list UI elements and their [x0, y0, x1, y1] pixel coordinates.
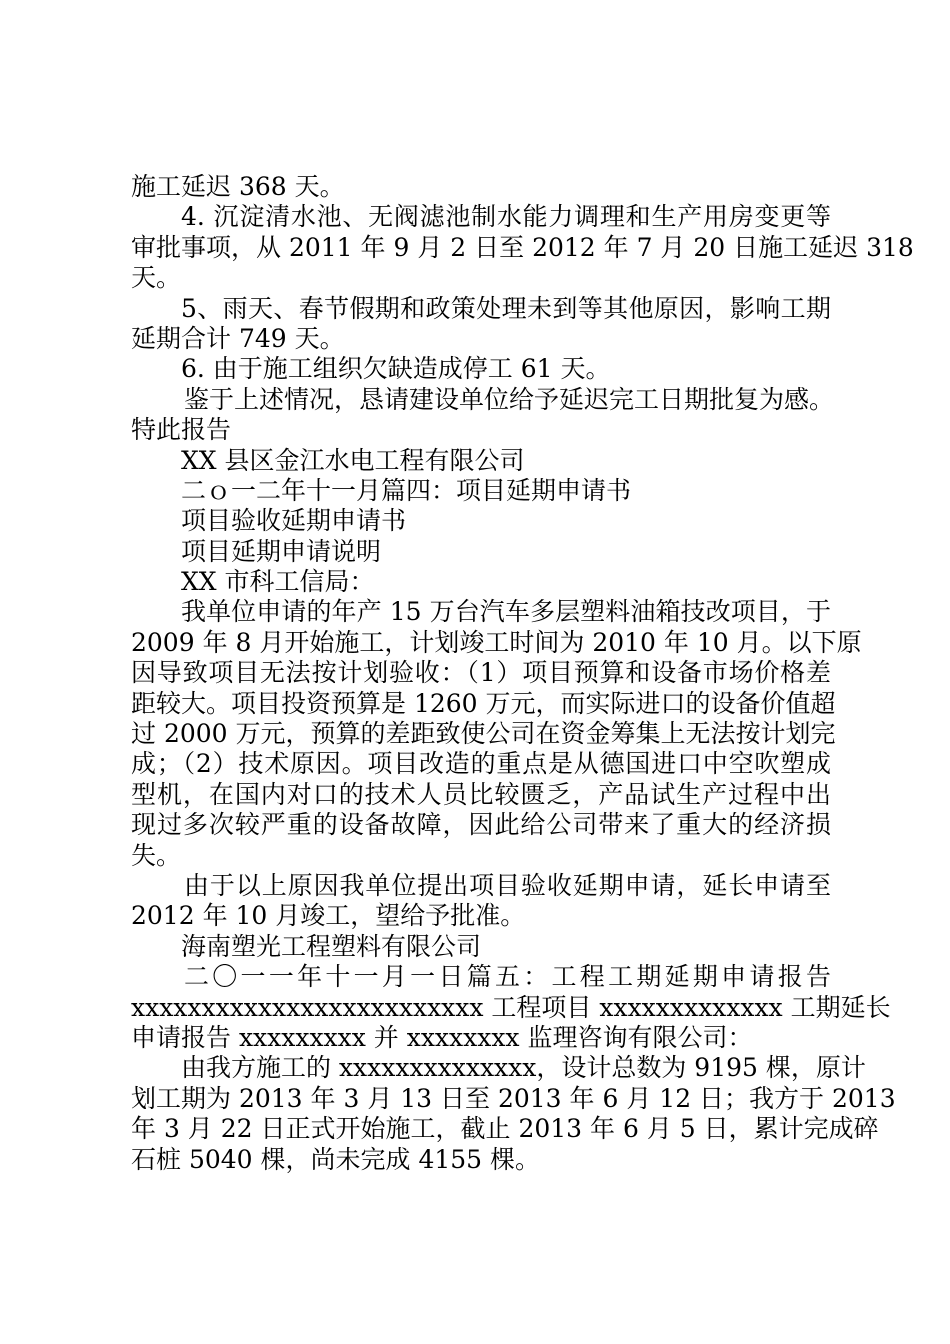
text-line: 海南塑光工程塑料有限公司 [181, 931, 482, 961]
text-line: 特此报告 [131, 415, 232, 445]
text-line: 石桩 5040 棵，尚未完成 4155 棵。 [131, 1144, 541, 1174]
text-line: 距较大。项目投资预算是 1260 万元，而实际进口的设备价值超 [131, 688, 836, 718]
text-line: 2012 年 10 月竣工，望给予批准。 [131, 901, 526, 931]
text-line: 失。 [131, 840, 182, 870]
text-line: 成；（2）技术原因。项目改造的重点是从德国进口中空吹塑成 [131, 749, 831, 779]
text-line: 项目延期申请说明 [181, 536, 382, 566]
text-line: 施工延迟 368 天。 [131, 172, 345, 201]
text-line: 二ｏ一二年十一月篇四：项目延期申请书 [181, 475, 632, 505]
text-line: 二〇一一年十一月一日篇五：工程工期延期申请报告 [184, 962, 831, 992]
text-line: 我单位申请的年产 15 万台汽车多层塑料油箱技改项目，于 [181, 597, 831, 627]
text-line: 延期合计 749 天。 [131, 323, 345, 353]
text-line: 2009 年 8 月开始施工，计划竣工时间为 2010 年 10 月。以下原 [131, 627, 862, 657]
text-line: 过 2000 万元，预算的差距致使公司在资金筹集上无法按计划完 [131, 719, 836, 749]
text-line: 审批事项，从 2011 年 9 月 2 日至 2012 年 7 月 20 日施工延迟 318 [131, 232, 914, 262]
text-line: 型机，在国内对口的技术人员比较匮乏，产品试生产过程中出 [131, 779, 831, 809]
text-line: 申请报告 xxxxxxxxx 并 xxxxxxxx 监理咨询有限公司： [131, 1022, 753, 1052]
text-line: 6. 由于施工组织欠缺造成停工 61 天。 [181, 354, 611, 384]
text-line: xxxxxxxxxxxxxxxxxxxxxxxxx 工程项目 xxxxxxxxxxxxx 工期延长 [131, 992, 891, 1022]
text-line: 鉴于上述情况，恳请建设单位给予延迟完工日期批复为感。 [184, 384, 835, 414]
text-line: XX 县区金江水电工程有限公司 [181, 445, 525, 475]
text-line: 项目验收延期申请书 [181, 506, 407, 536]
text-line: XX 市科工信局： [181, 567, 375, 597]
text-line: 天。 [131, 263, 182, 293]
text-line: 5、雨天、春节假期和政策处理未到等其他原因，影响工期 [181, 293, 831, 323]
text-line: 现过多次较严重的设备故障，因此给公司带来了重大的经济损 [131, 810, 831, 840]
text-line: 由于以上原因我单位提出项目验收延期申请，延长申请至 [184, 870, 831, 900]
text-line: 因导致项目无法按计划验收：（1）项目预算和设备市场价格差 [131, 658, 831, 688]
text-line: 由我方施工的 xxxxxxxxxxxxxx，设计总数为 9195 棵，原计 [181, 1053, 866, 1083]
text-line: 年 3 月 22 日正式开始施工，截止 2013 年 6 月 5 日，累计完成碎 [131, 1114, 879, 1144]
document-body [131, 172, 914, 1175]
text-line: 划工期为 2013 年 3 月 13 日至 2013 年 6 月 12 日；我方于 2013 [131, 1083, 896, 1113]
text-line: 4. 沉淀清水池、无阀滤池制水能力调理和生产用房变更等 [181, 202, 831, 232]
